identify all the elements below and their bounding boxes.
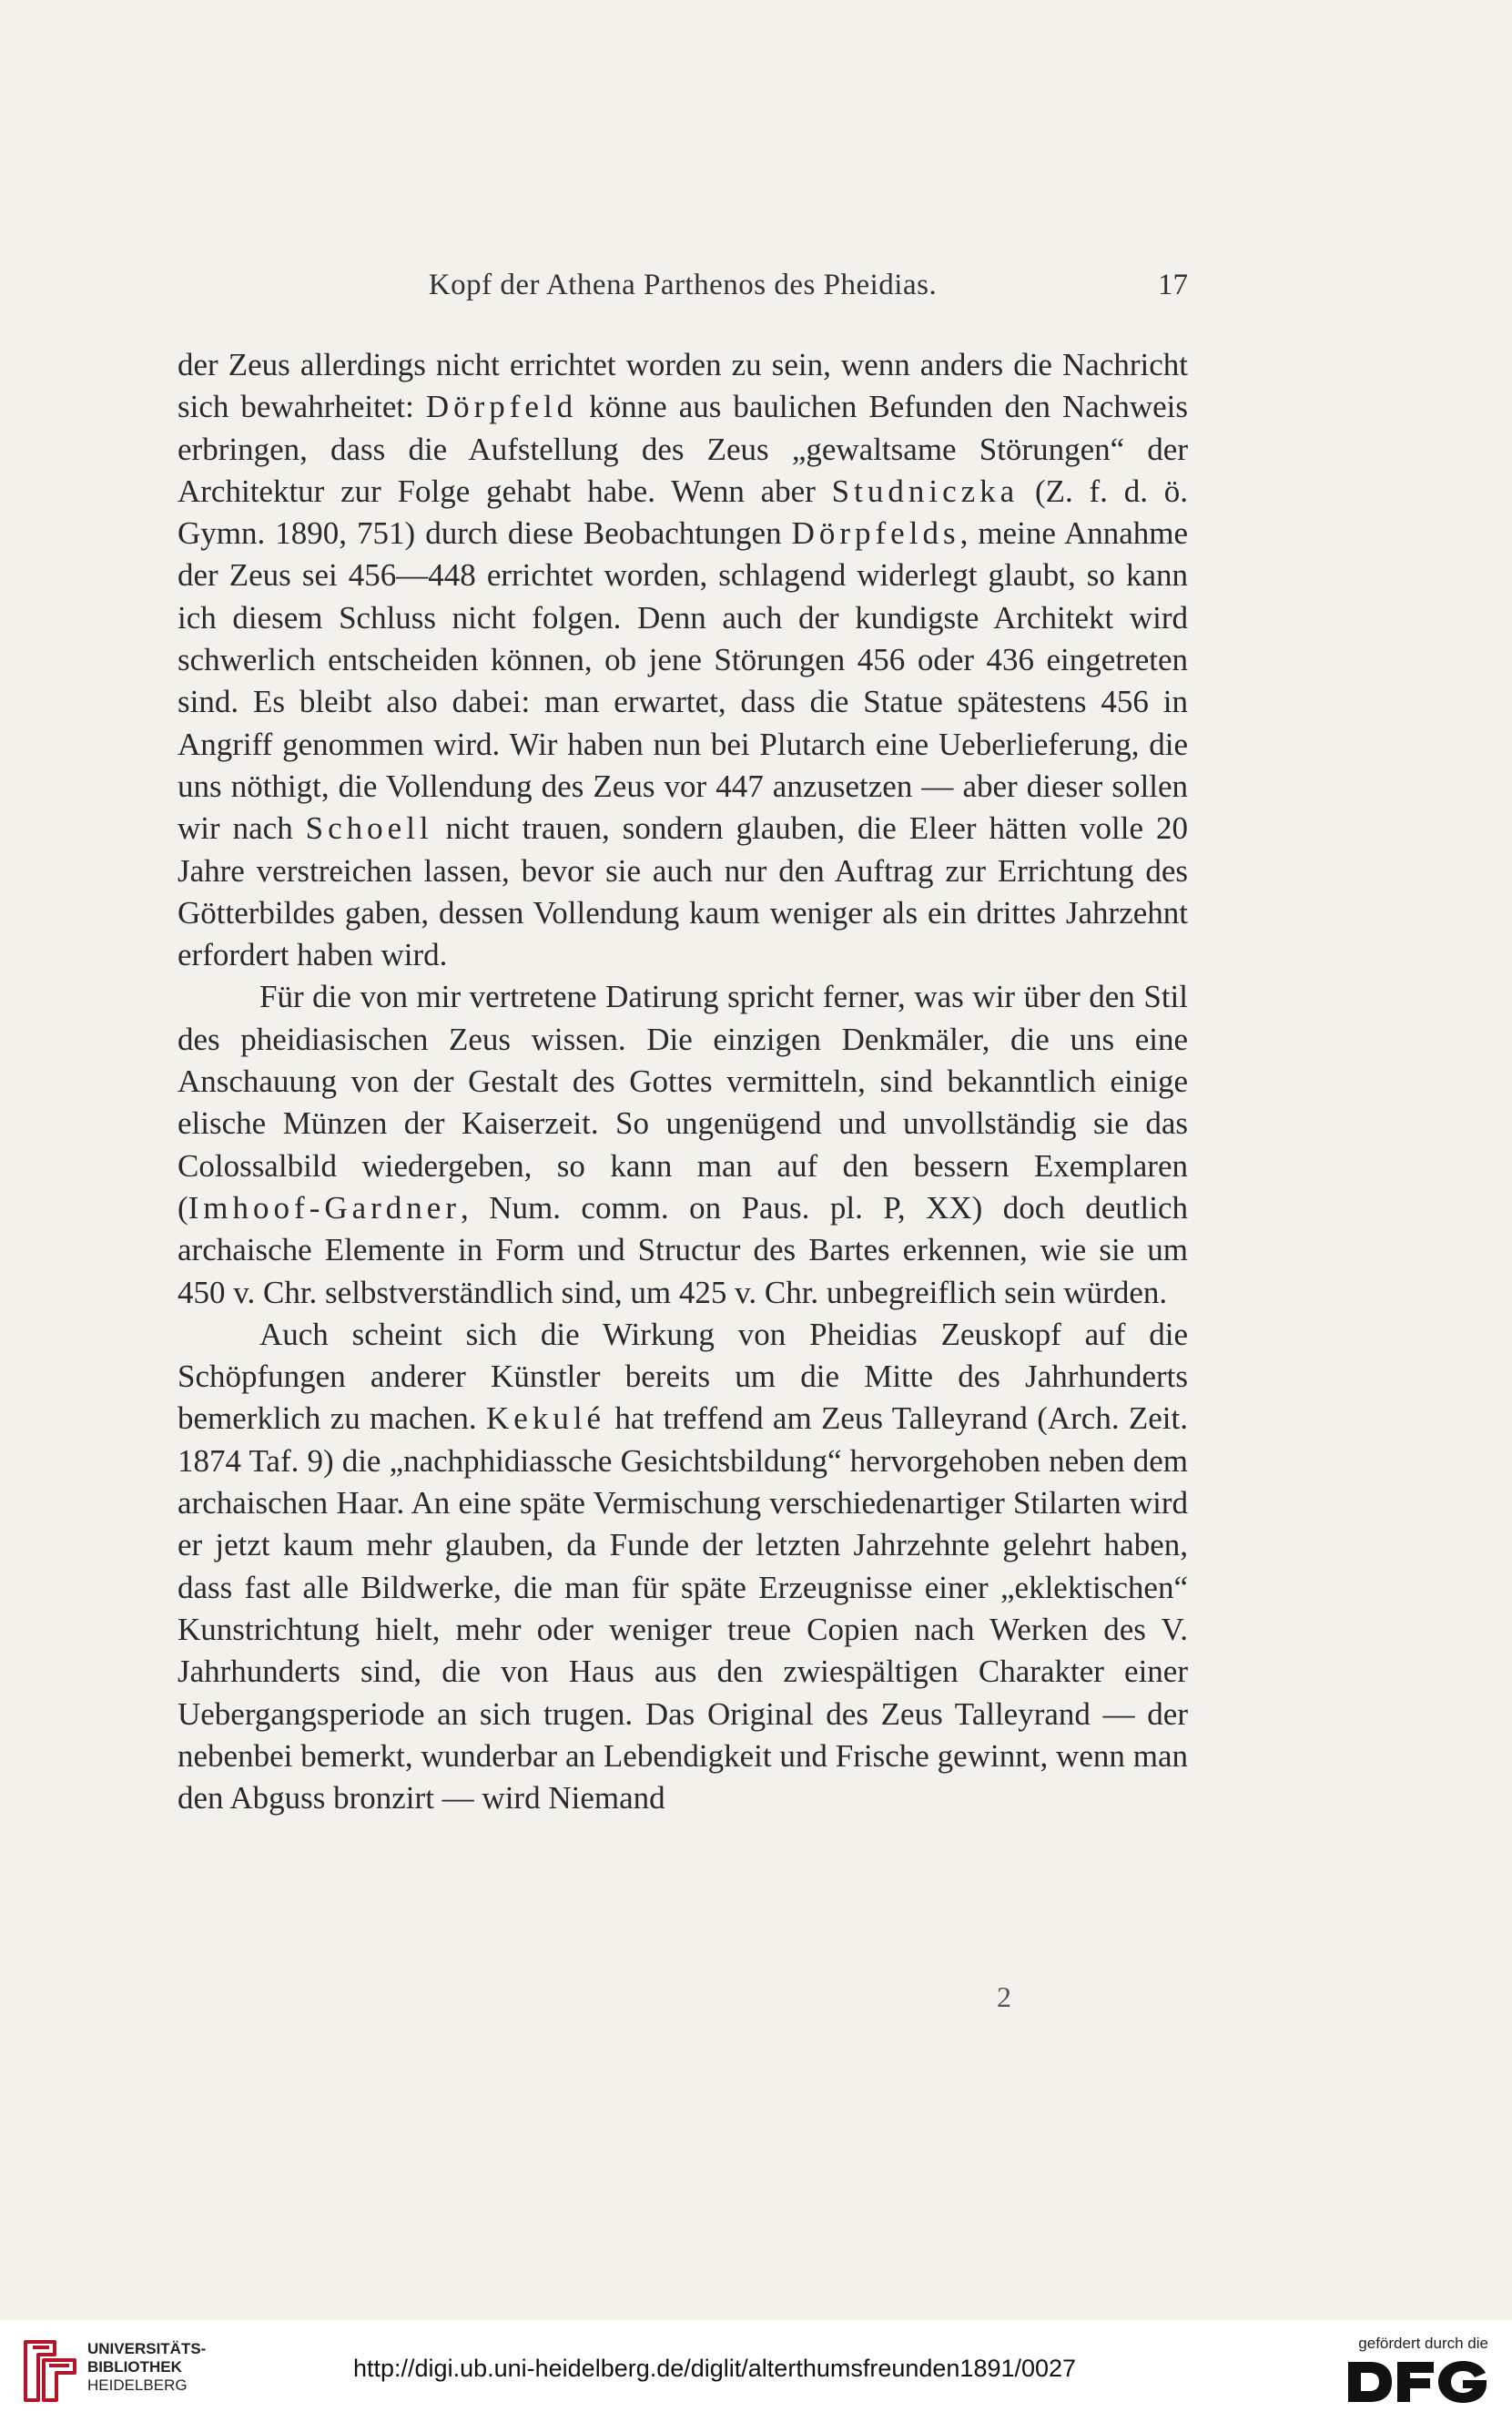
text-run: (Z. f. d. ö. Gymn. 1890, 751) durch diese Beobachtungen (178, 473, 1188, 552)
library-logo-icon (18, 2336, 82, 2406)
spaced-name: Imhoof-Gardner (188, 1189, 462, 1226)
spaced-name: Kekulé (486, 1400, 606, 1437)
library-name-line: HEIDELBERG (87, 2376, 188, 2394)
text-run: , meine Annahme der Zeus sei 456—448 errichtet worden, schlagend widerlegt glaubt, so kann ich diesem Schluss nicht folgen. Denn auch der kundigste Architekt wird schwerlich entscheiden können, ob jene Störungen 456 oder 436 eingetreten sind. Es bleibt also dabei: man erwartet, dass die Statue spätestens 456 in Angriff genommen wird. Wir haben nun bei Plutarch eine Ueberlieferung, die uns nöthigt, die Vollendung des Zeus vor 447 anzusetzen — aber dieser sollen wir nach (178, 515, 1189, 847)
paragraph (178, 976, 1188, 1313)
footer-bar (0, 2320, 1512, 2422)
dfg-logo-icon (1345, 2356, 1490, 2407)
text-run: hat treffend am Zeus Talleyrand (Arch. Zeit. 1874 Taf. 9) die „nachphidiassche Gesichtsbildung“ hervorgehoben neben dem archaischen Haar. An eine späte Vermischung verschiedenartiger Stilarten wird er jetzt kaum mehr glauben, da Funde der letzten Jahrzehnte gelehrt haben, dass fast alle Bildwerke, die man für späte Erzeugnisse einer „eklektischen“ Kunstrichtung hielt, mehr oder weniger treue Copien nach Werken des V. Jahrhunderts sind, die von Haus aus den zwiespältigen Charakter einer Uebergangsperiode an sich trugen. Das Original des Zeus Talleyrand — der nebenbei bemerkt, wunderbar an Lebendigkeit und Frische gewinnt, wenn man den Abguss bronzirt — wird Niemand (178, 1400, 1188, 1816)
text-run: könne aus baulichen Befunden den Nachweis erbringen, dass die Aufstellung des Zeus „gewaltsame Störungen“ der Architektur zur Folge gehabt habe. Wenn aber (178, 389, 1188, 509)
library-name-line: UNIVERSITÄTS- (87, 2340, 207, 2357)
text-run: Für die von mir vertretene Datirung spricht ferner, was wir über den Stil des pheidiasischen Zeus wissen. Die einzigen Denkmäler, die uns eine Anschauung von der Gestalt des Gottes vermitteln, sind bekanntlich einige elische Münzen der Kaiserzeit. So ungenügend und unvollständig sie das Colossalbild wiedergeben, so kann man auf den bessern Exemplaren ( (178, 979, 1188, 1226)
library-name (87, 2340, 206, 2395)
page-number: 17 (1158, 269, 1188, 301)
paragraph (178, 344, 1188, 976)
permalink-url[interactable]: http://digi.ub.uni-heidelberg.de/diglit/alterthumsfreunden1891/0027 (353, 2355, 1077, 2382)
text-run: Auch scheint sich die Wirkung von Pheidias Zeuskopf auf die Schöpfungen anderer Künstler bereits um die Mitte des Jahrhunderts bemerklich zu machen. (178, 1316, 1188, 1437)
paragraph (178, 1314, 1188, 1820)
spaced-name: Dörpfelds (791, 515, 960, 552)
text-run: nicht trauen, sondern glauben, die Eleer hätten volle 20 Jahre verstreichen lassen, bevor sie auch nur den Auftrag zur Errichtung des Götterbildes gaben, dessen Vollendung kaum weniger als ein drittes Jahrzehnt erfordert haben wird. (178, 810, 1188, 973)
funding-label: gefördert durch die (1358, 2335, 1488, 2352)
signature-mark: 2 (997, 1980, 1011, 2013)
body-text (178, 344, 1188, 1819)
text-run: der Zeus allerdings nicht errichtet worden zu sein, wenn anders die Nachricht sich bewahrheitet: (178, 347, 1188, 425)
spaced-name: Studniczka (831, 473, 1020, 509)
running-header (178, 269, 1188, 314)
text-run: , Num. comm. on Paus. pl. P, XX) doch deutlich archaische Elemente in Form und Structur des Bartes erkennen, wie sie um 450 v. Chr. selbstverständlich sind, um 425 v. Chr. unbegreiflich sein würden. (178, 1189, 1188, 1310)
running-title: Kopf der Athena Parthenos des Pheidias. (428, 269, 938, 301)
spaced-name: Schoell (305, 810, 433, 847)
spaced-name: Dörpfeld (425, 389, 578, 425)
library-name-line: BIBLIOTHEK (87, 2358, 182, 2376)
